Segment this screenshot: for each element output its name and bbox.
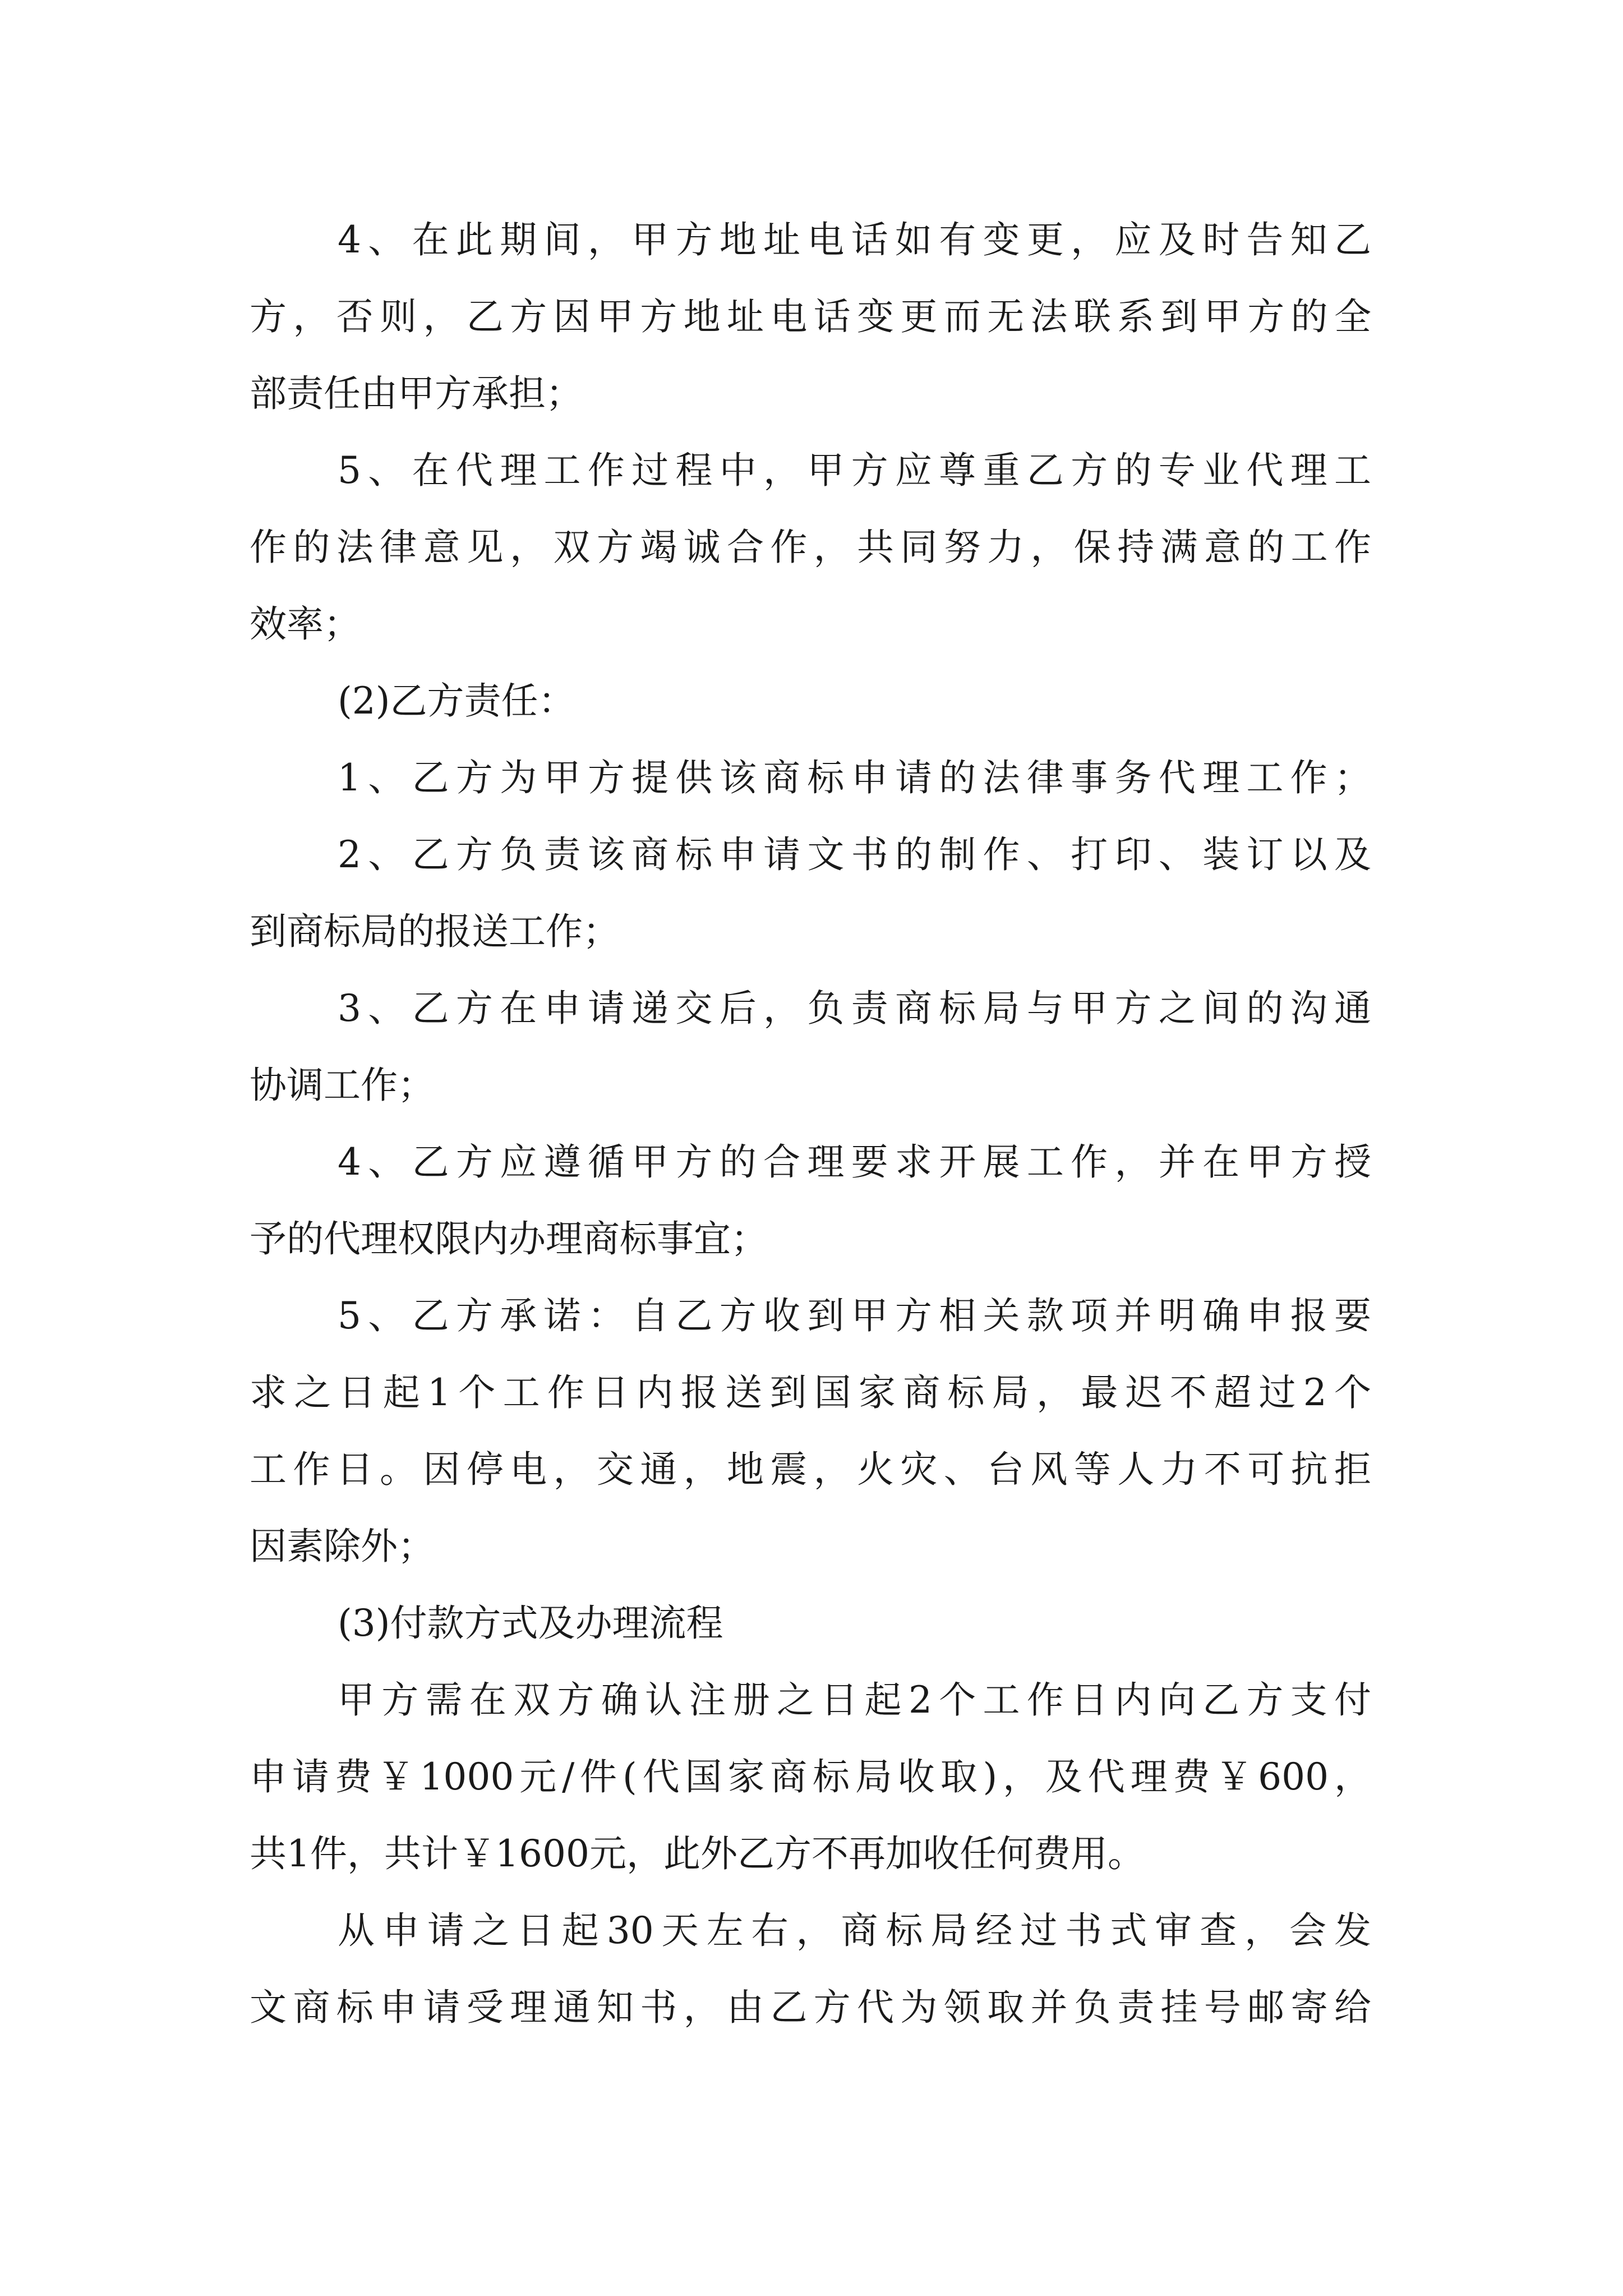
paragraph-line: 共1件，共计￥1600元，此外乙方不再加收任何费用。 [250,1832,1145,1875]
paragraph-line: 4、在此期间，甲方地址电话如有变更，应及时告知乙 [338,218,1371,261]
section-heading: (2)乙方责任： [338,679,575,723]
paragraph-line: 协调工作； [250,1064,435,1107]
paragraph-line: 工作日。因停电，交通，地震，火灾、台风等人力不可抗拒 [250,1448,1371,1491]
paragraph-line: 作的法律意见，双方竭诚合作，共同努力，保持满意的工作 [250,526,1371,569]
section-heading: (3)付款方式及办理流程 [338,1602,723,1645]
paragraph-line: 文商标申请受理通知书，由乙方代为领取并负责挂号邮寄给 [250,1986,1371,2029]
paragraph-line: 部责任由甲方承担； [250,372,583,415]
paragraph-line: 方，否则，乙方因甲方地址电话变更而无法联系到甲方的全 [250,295,1371,338]
paragraph-line: 予的代理权限内办理商标事宜； [250,1217,768,1260]
paragraph-line: 求之日起1个工作日内报送到国家商标局，最迟不超过2个 [250,1371,1371,1414]
paragraph-line: 到商标局的报送工作； [250,910,620,953]
paragraph-line: 3、乙方在申请递交后，负责商标局与甲方之间的沟通 [338,987,1371,1030]
paragraph-line: 5、乙方承诺：自乙方收到甲方相关款项并明确申报要 [338,1294,1371,1337]
paragraph-line: 4、乙方应遵循甲方的合理要求开展工作，并在甲方授 [338,1140,1371,1184]
paragraph-line: 申请费￥1000元/件(代国家商标局收取)，及代理费￥600， [250,1755,1371,1798]
paragraph-line: 2、乙方负责该商标申请文书的制作、打印、装订以及 [338,833,1371,876]
paragraph-line: 1、乙方为甲方提供该商标申请的法律事务代理工作； [338,756,1371,799]
paragraph-line: 5、在代理工作过程中，甲方应尊重乙方的专业代理工 [338,449,1371,492]
paragraph-line: 因素除外； [250,1525,435,1568]
paragraph-line: 效率； [250,602,361,646]
paragraph-line: 甲方需在双方确认注册之日起2个工作日内向乙方支付 [338,1678,1371,1722]
paragraph-line: 从申请之日起30天左右，商标局经过书式审查，会发 [338,1909,1371,1952]
